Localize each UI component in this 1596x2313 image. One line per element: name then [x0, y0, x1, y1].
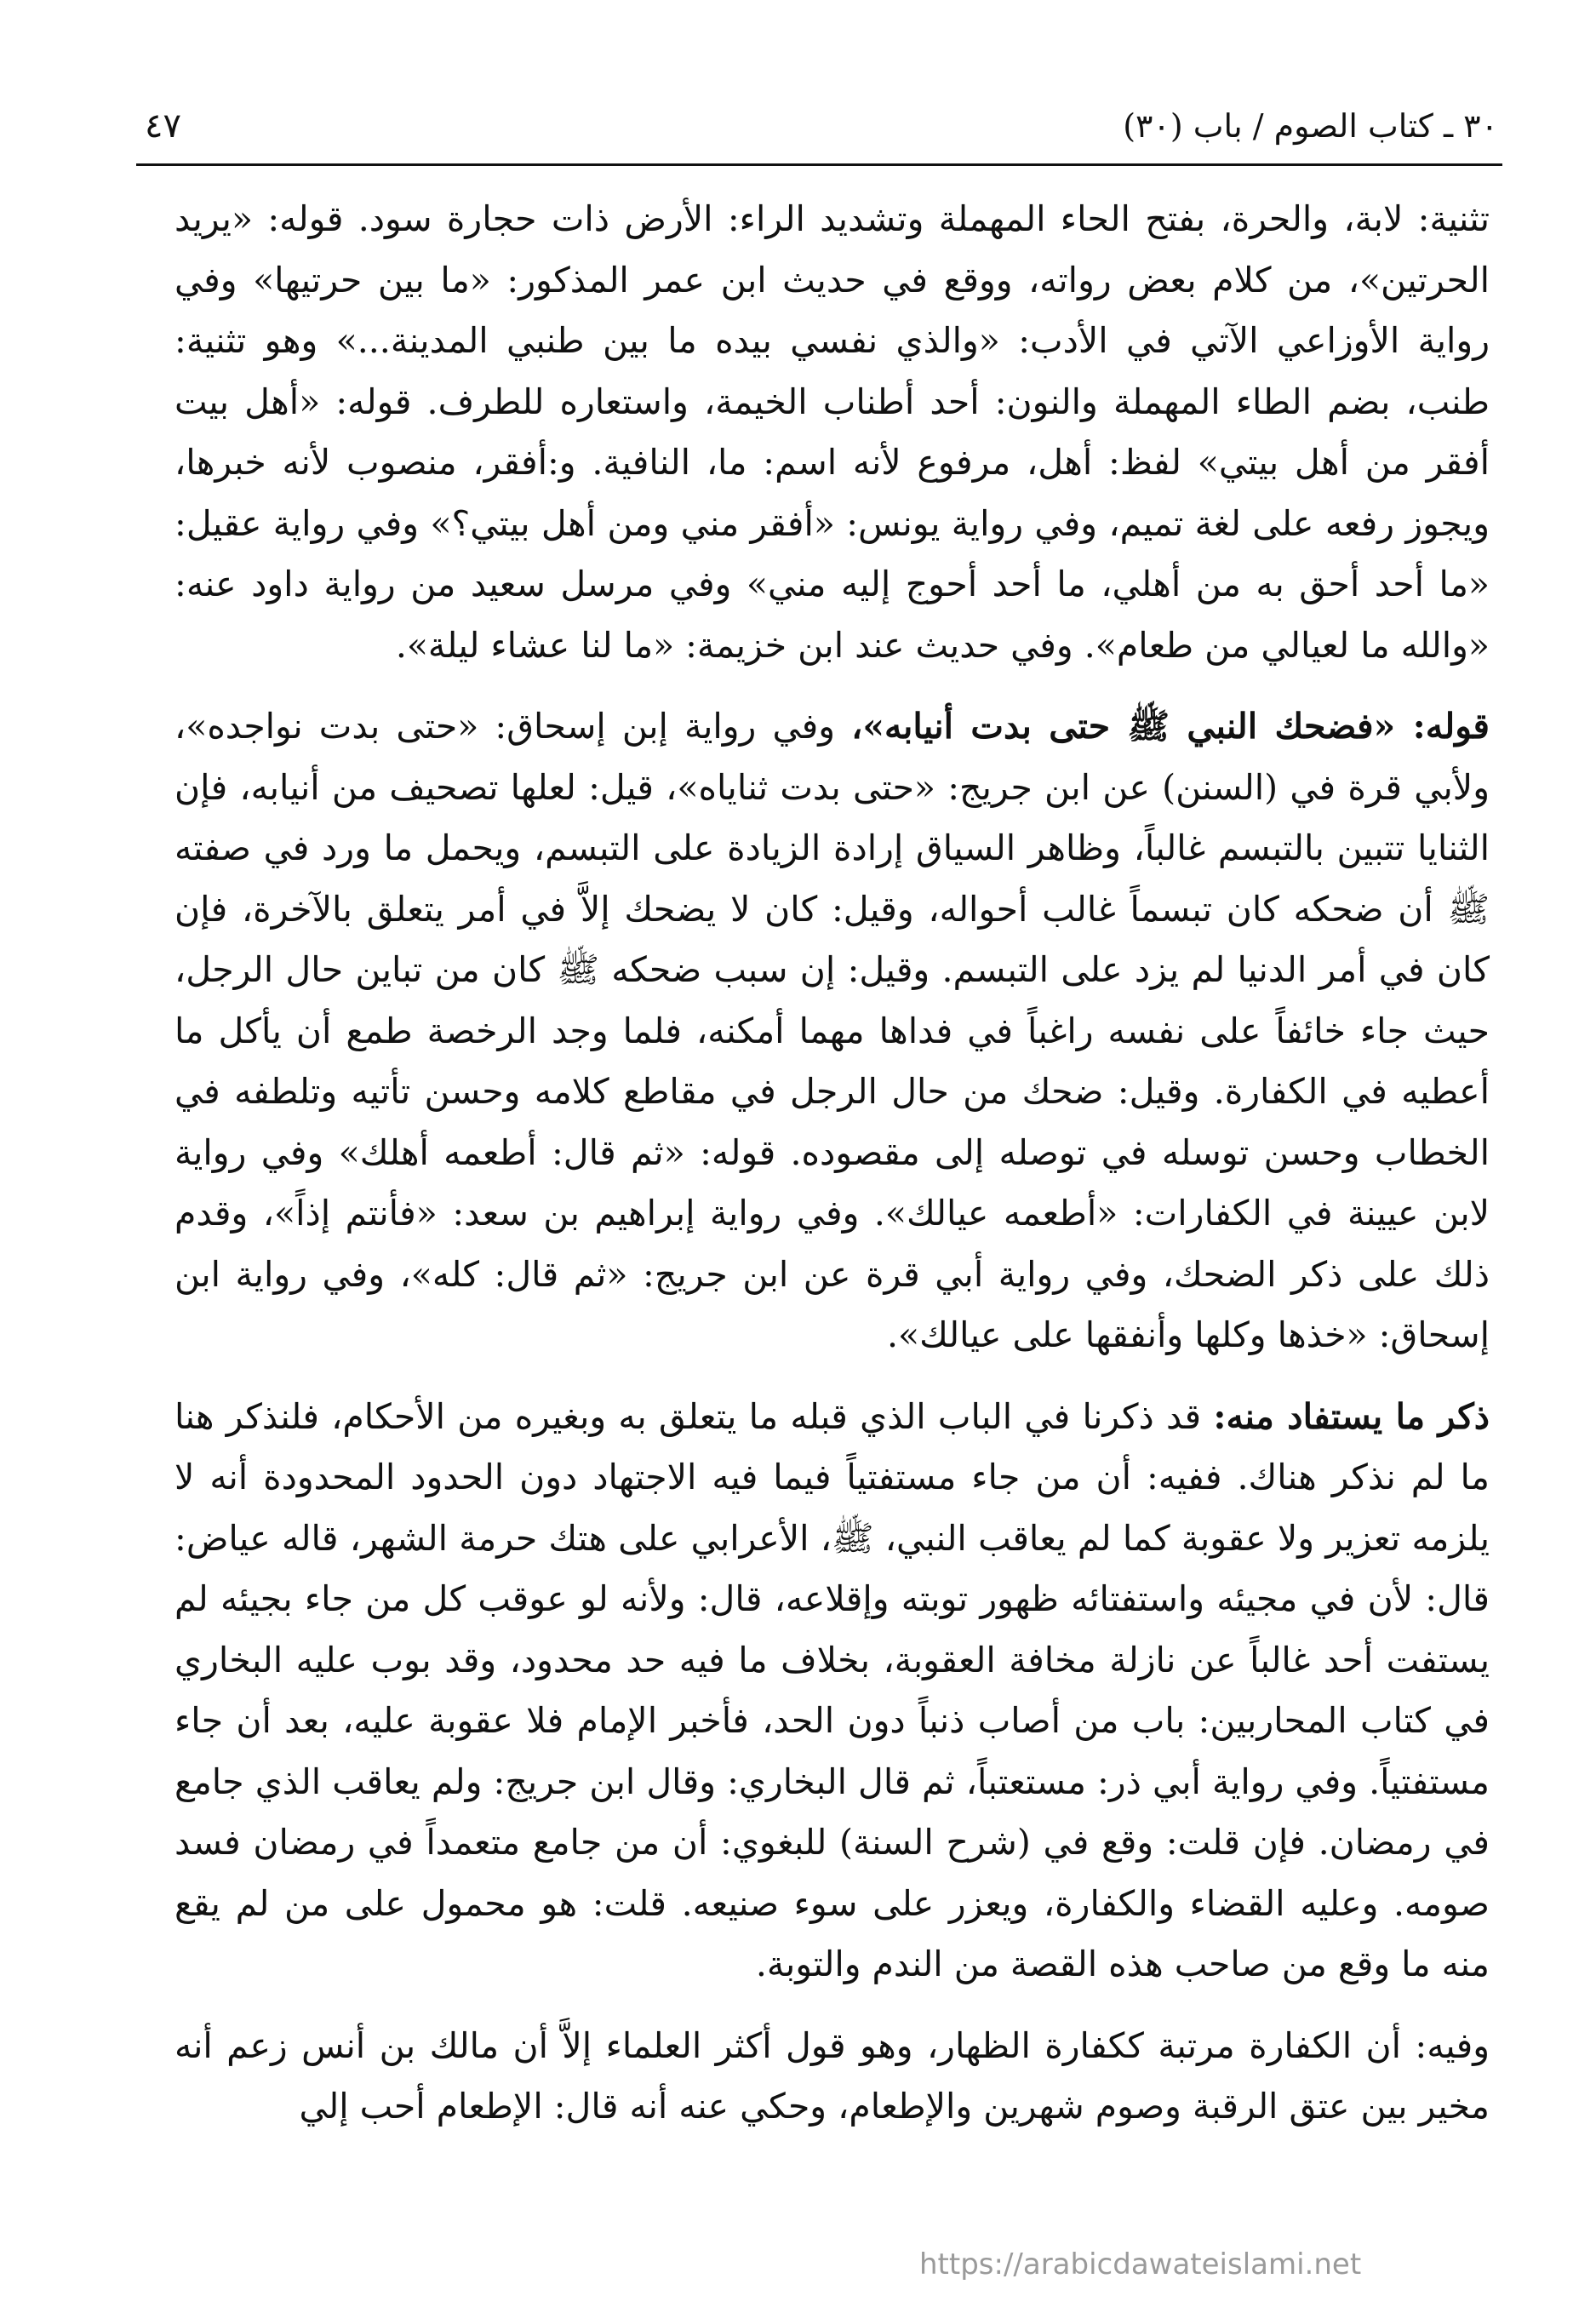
paragraph-3 [174, 1387, 1490, 1995]
body-text [174, 189, 1490, 2158]
paragraph-4 [174, 2016, 1490, 2138]
paragraph-text: تثنية: لابة، والحرة، بفتح الحاء المهملة وتشديد الراء: الأرض ذات حجارة سود. قوله: «يريد الحرتين»، من كلام بعض رواته، ووقع في حديث ابن عمر المذكور: «ما بين حرتيها» وفي رواية الأوزاعي الآتي في الأدب: «والذي نفسي بيده ما بين طنبي المدينة...» وهو تثنية: طنب، بضم الطاء المهملة والنون: أحد أطناب الخيمة، واستعاره للطرف. قوله: «أهل بيت أفقر من أهل بيتي» لفظ: أهل، مرفوع لأنه اسم: ما، النافية. و:أفقر، منصوب لأنه خبرها، ويجوز رفعه على لغة تميم، وفي رواية يونس: «أفقر مني ومن أهل بيتي؟» وفي رواية عقيل: «ما أحد أحق به من أهلي، ما أحد أحوج إليه مني» وفي مرسل سعيد من رواية داود عنه: «والله ما لعيالي من طعام». وفي حديث عند ابن خزيمة: «ما لنا عشاء ليلة». [174, 198, 1490, 666]
paragraph-lead: ذكر ما يستفاد منه: [1213, 1395, 1490, 1437]
paragraph-text: قد ذكرنا في الباب الذي قبله ما يتعلق به وبغيره من الأحكام، فلنذكر هنا ما لم نذكر هناك. ففيه: أن من جاء مستفتياً فيما فيه الاجتهاد دون الحدود المحدودة أنه لا يلزمه تعزير ولا عقوبة كما لم يعاقب النبي، ﷺ، الأعرابي على هتك حرمة الشهر، قاله عياض: قال: لأن في مجيئه واستفتائه ظهور توبته وإقلاعه، قال: ولأنه لو عوقب كل من جاء بجيئه لم يستفت أحد غالباً عن نازلة مخافة العقوبة، بخلاف ما فيه حد محدود، وقد بوب عليه البخاري في كتاب المحاربين: باب من أصاب ذنباً دون الحد، فأخبر الإمام فلا عقوبة عليه، بعد أن جاء مستفتياً. وفي رواية أبي ذر: مستعتباً، ثم قال البخاري: وقال ابن جريج: ولم يعاقب الذي جامع في رمضان. فإن قلت: وقع في (شرح السنة) للبغوي: أن من جامع متعمداً في رمضان فسد صومه. وعليه القضاء والكفارة، ويعزر على سوء صنيعه. قلت: هو محمول على من لم يقع منه ما وقع من صاحب هذه القصة من الندم والتوبة. [174, 1395, 1490, 1984]
running-header [145, 100, 1498, 152]
paragraph-lead: قوله: «فضحك النبي ﷺ حتى بدت أنيابه»، [851, 706, 1490, 747]
paragraph-2 [174, 696, 1490, 1366]
header-rule [136, 163, 1502, 166]
paragraph-text: وفي رواية إبن إسحاق: «حتى بدت نواجده»، ولأبي قرة في (السنن) عن ابن جريج: «حتى بدت ثناياه»، قيل: لعلها تصحيف من أنيابه، فإن الثنايا تتبين بالتبسم غالباً، وظاهر السياق إرادة الزيادة على التبسم، ويحمل ما ورد في صفته ﷺ أن ضحكه كان تبسماً غالب أحواله، وقيل: كان لا يضحك إلاَّ في أمر يتعلق بالآخرة، فإن كان في أمر الدنيا لم يزد على التبسم. وقيل: إن سبب ضحكه ﷺ كان من تباين حال الرجل، حيث جاء خائفاً على نفسه راغباً في فداها مهما أمكنه، فلما وجد الرخصة طمع أن يأكل ما أعطيه في الكفارة. وقيل: ضحك من حال الرجل في مقاطع كلامه وحسن تأتيه وتلطفه في الخطاب وحسن توسله في توصله إلى مقصوده. قوله: «ثم قال: أطعمه أهلك» وفي رواية لابن عيينة في الكفارات: «أطعمه عيالك». وفي رواية إبراهيم بن سعد: «فأنتم إذاً»، وقدم ذلك على ذكر الضحك، وفي رواية أبي قرة عن ابن جريج: «ثم قال: كله»، وفي رواية ابن إسحاق: «خذها وكلها وأنفقها على عيالك». [174, 706, 1490, 1355]
chapter-title: ٣٠ ـ كتاب الصوم / باب (٣٠) [1123, 107, 1498, 145]
page-number: ٤٧ [145, 106, 181, 146]
paragraph-1 [174, 189, 1490, 676]
watermark-url: https://arabicdawateislami.net [919, 2247, 1362, 2282]
paragraph-text: وفيه: أن الكفارة مرتبة ككفارة الظهار، وهو قول أكثر العلماء إلاَّ أن مالك بن أنس زعم أنه مخير بين عتق الرقبة وصوم شهرين والإطعام، وحكي عنه أنه قال: الإطعام أحب إلي [174, 2024, 1490, 2127]
